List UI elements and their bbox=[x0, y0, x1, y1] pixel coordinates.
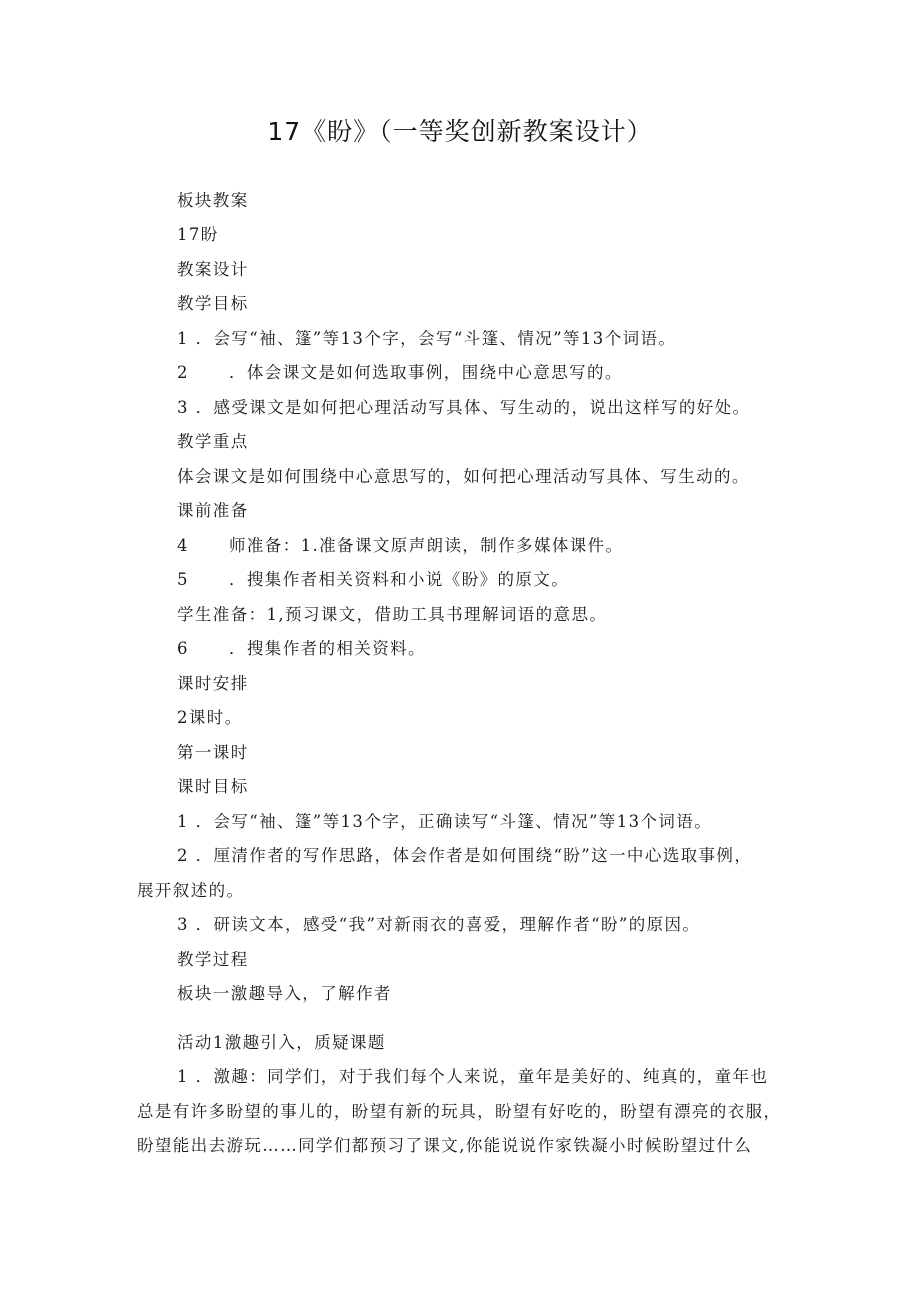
text-line: 板块教案 bbox=[177, 191, 249, 210]
list-item: 6 ．搜集作者的相关资料。 bbox=[177, 639, 426, 658]
text-line: 盼望能出去游玩……同学们都预习了课文,你能说说作家铁凝小时候盼望过什么 bbox=[137, 1136, 753, 1155]
text-line: 17盼 bbox=[177, 225, 219, 244]
text-line: 教学目标 bbox=[177, 294, 249, 313]
document-title: 17《盼》（一等奖创新教案设计） bbox=[267, 117, 653, 146]
text-line: 展开叙述的。 bbox=[137, 881, 245, 900]
text-line: 2课时。 bbox=[177, 708, 243, 727]
text-line: 课时目标 bbox=[177, 777, 249, 796]
text-line: 第一课时 bbox=[177, 743, 249, 762]
text-line: 教学过程 bbox=[177, 950, 249, 969]
list-item: 1 ．会写“袖、篷”等13个字，会写“斗篷、情况”等13个词语。 bbox=[177, 329, 677, 348]
list-item: 4 师准备：1.准备课文原声朗读，制作多媒体课件。 bbox=[177, 536, 624, 555]
list-item: 2 ．厘清作者的写作思路，体会作者是如何围绕“盼”这一中心选取事例， bbox=[177, 846, 753, 865]
text-line: 活动1激趣引入，质疑课题 bbox=[177, 1033, 386, 1052]
text-line: 总是有许多盼望的事儿的，盼望有新的玩具，盼望有好吃的，盼望有漂亮的衣服， bbox=[137, 1102, 782, 1121]
list-item: 3 ．感受课文是如何把心理活动写具体、写生动的，说出这样写的好处。 bbox=[177, 398, 751, 417]
list-item: 1 ．会写“袖、篷”等13个字，正确读写“斗篷、情况”等13个词语。 bbox=[177, 812, 713, 831]
text-line: 教案设计 bbox=[177, 260, 249, 279]
text-line: 教学重点 bbox=[177, 432, 249, 451]
list-item: 2 ．体会课文是如何选取事例，围绕中心意思写的。 bbox=[177, 363, 623, 382]
text-line: 学生准备：1,预习课文，借助工具书理解词语的意思。 bbox=[177, 605, 608, 624]
text-line: 课时安排 bbox=[177, 674, 249, 693]
list-item: 1 ．激趣：同学们，对于我们每个人来说，童年是美好的、纯真的，童年也 bbox=[177, 1067, 769, 1086]
list-item: 3 ．研读文本，感受“我”对新雨衣的喜爱，理解作者“盼”的原因。 bbox=[177, 915, 701, 934]
text-line: 体会课文是如何围绕中心意思写的，如何把心理活动写具体、写生动的。 bbox=[177, 467, 750, 486]
text-line: 课前准备 bbox=[177, 501, 249, 520]
list-item: 5 ．搜集作者相关资料和小说《盼》的原文。 bbox=[177, 570, 570, 589]
text-line: 板块一激趣导入，了解作者 bbox=[177, 984, 392, 1003]
